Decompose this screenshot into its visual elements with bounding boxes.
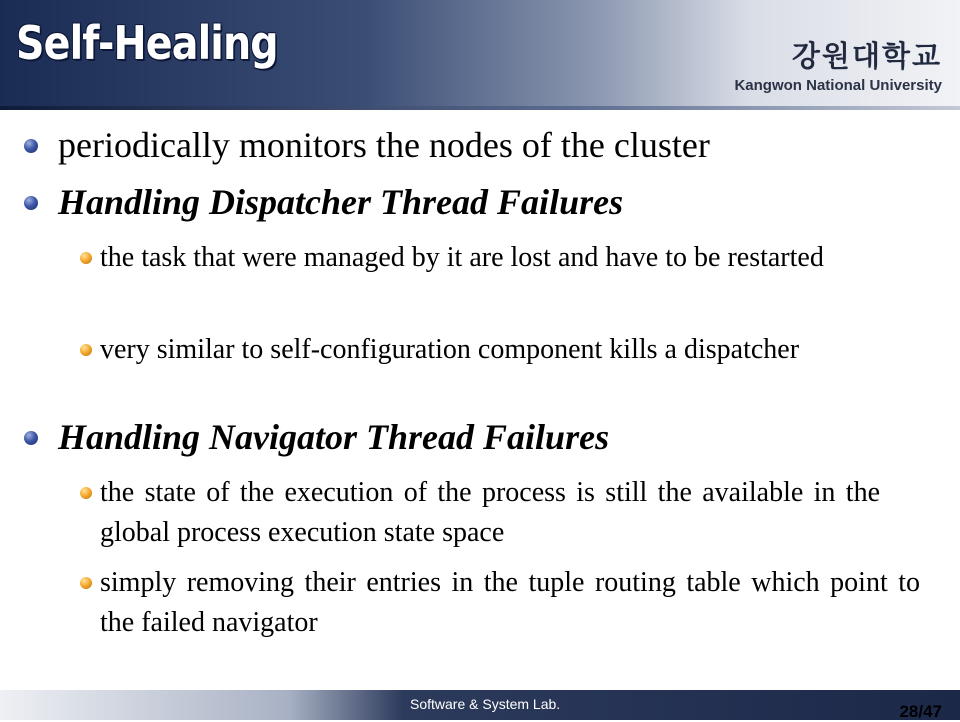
slide-footer [0, 690, 960, 720]
bullet-dot-icon [24, 196, 38, 210]
bullet-item [24, 125, 924, 165]
logo-english-text: Kangwon National University [734, 77, 942, 94]
bullet-dot-icon [24, 139, 38, 153]
sub-bullet-item [80, 563, 920, 643]
bullet-heading: Handling Navigator Thread Failures [58, 417, 610, 457]
footer-lab-name: Software & System Lab. [410, 696, 561, 712]
sub-bullet-text: the task that were managed by it are lost and have to be restarted [100, 242, 824, 273]
bullet-item [24, 182, 924, 222]
sub-bullet-dot-icon [80, 252, 92, 264]
sub-bullet-dot-icon [80, 577, 92, 589]
sub-bullet-item [80, 330, 880, 370]
sub-bullet-dot-icon [80, 344, 92, 356]
sub-bullet-text: simply removing their entries in the tuple routing table which point to the failed navigator [100, 567, 920, 638]
bullet-item [24, 417, 924, 457]
bullet-text: periodically monitors the nodes of the cluster [58, 125, 710, 165]
sub-bullet-text: the state of the execution of the process is still the available in the global process execution state space [100, 477, 880, 548]
bullet-dot-icon [24, 431, 38, 445]
page-number: 28/47 [899, 702, 942, 721]
sub-bullet-item [80, 473, 880, 553]
sub-bullet-dot-icon [80, 487, 92, 499]
logo-korean-text: 강원대학교 [791, 39, 942, 73]
sub-bullet-text: very similar to self-configuration component kills a dispatcher [100, 334, 800, 365]
sub-bullet-item [80, 238, 920, 278]
slide-title: Self-Healing [16, 16, 278, 70]
bullet-heading: Handling Dispatcher Thread Failures [58, 182, 624, 222]
